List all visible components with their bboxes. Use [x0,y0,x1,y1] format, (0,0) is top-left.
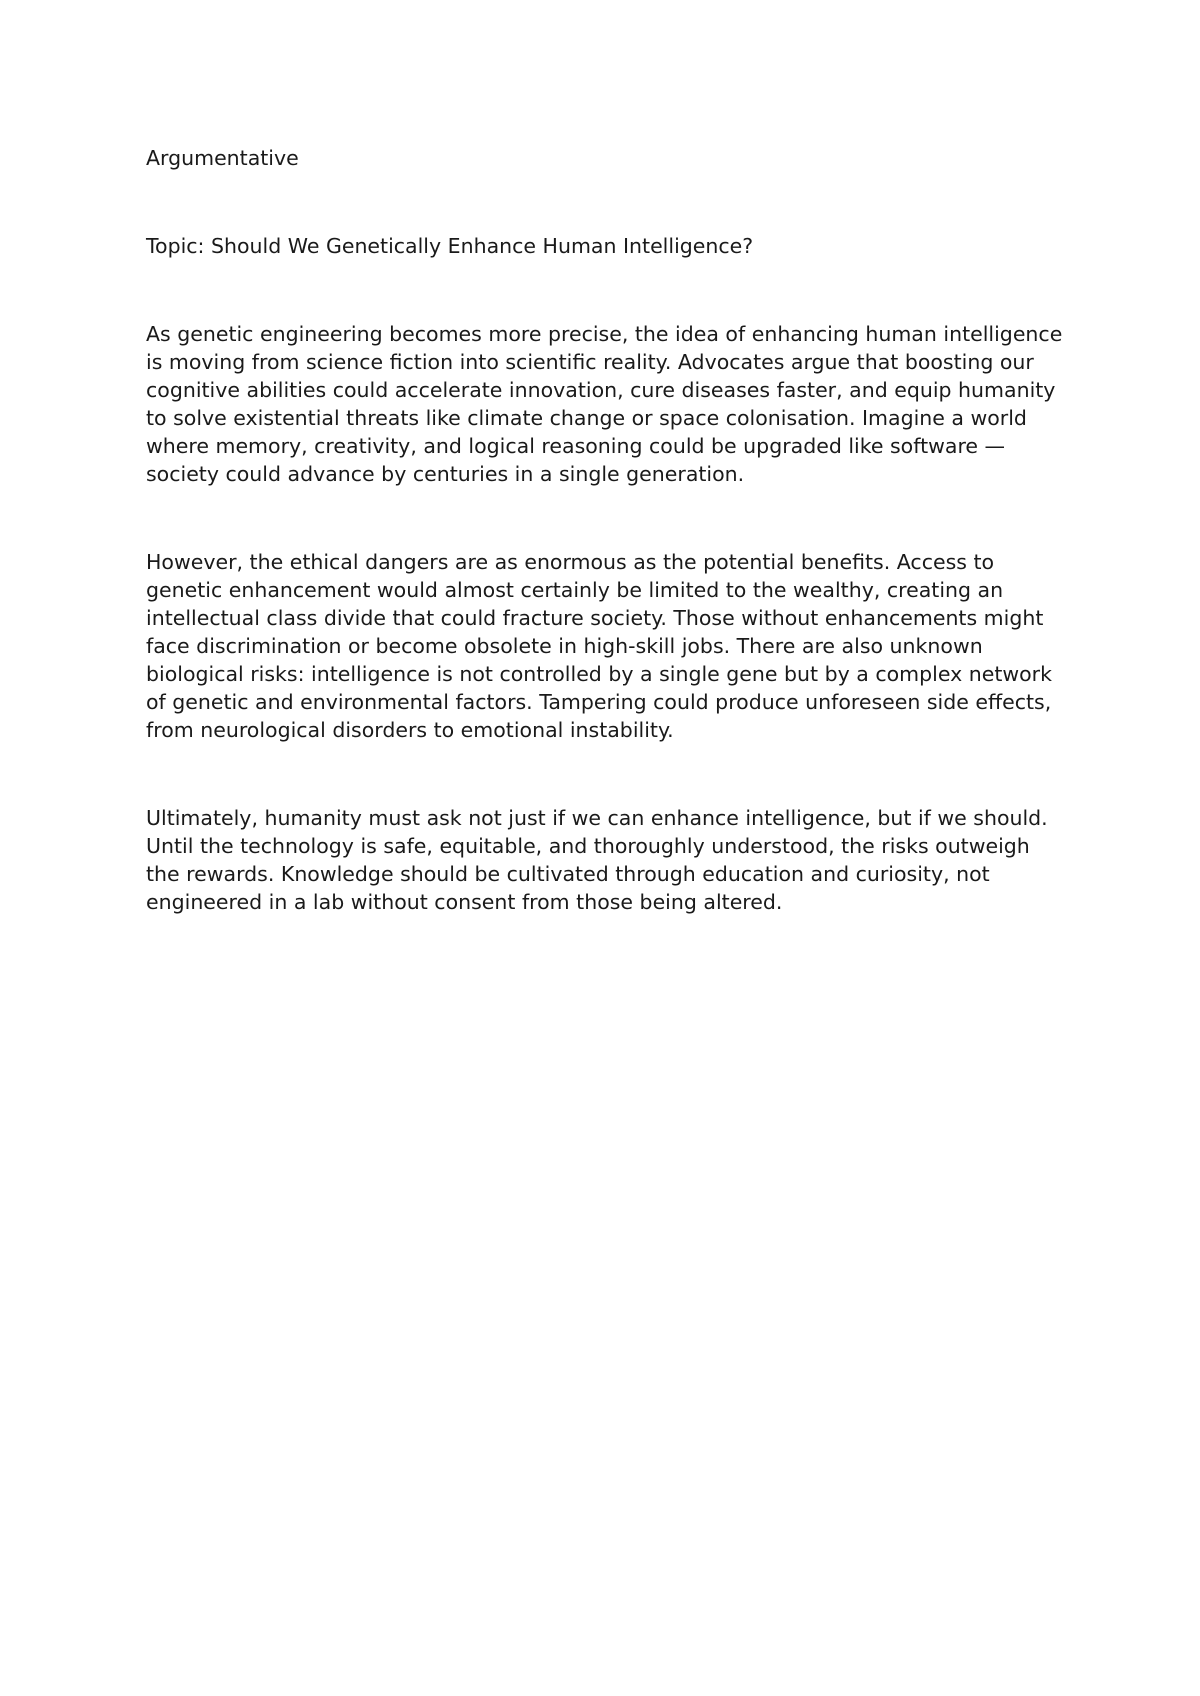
paragraph-ethical-dangers: However, the ethical dangers are as enormous as the potential benefits. Access to genetic enhancement would almost certainly be limited to the wealthy, creating an intellectual class divide that could fracture society. Those without enhancements might face discrimination or become obsolete in high-skill jobs. There are also unknown biological risks: intelligence is not controlled by a single gene but by a complex network of genetic and environmental factors. Tampering could produce unforeseen side effects, from neurological disorders to emotional instability. [146,550,1052,742]
paragraph-introduction: As genetic engineering becomes more precise, the idea of enhancing human intelligence is moving from science fiction into scientific reality. Advocates argue that boosting our cognitive abilities could accelerate innovation, cure diseases faster, and equip humanity to solve existential threats like climate change or space colonisation. Imagine a world where memory, creativity, and logical reasoning could be upgraded like software — society could advance by centuries in a single generation. [146,322,1063,486]
document-type-label: Argumentative [146,146,299,170]
paragraph-conclusion: Ultimately, humanity must ask not just if we can enhance intelligence, but if we should. Until the technology is safe, equitable, and thoroughly understood, the risks outweigh the rewards. Knowledge should be cultivated through education and curiosity, not engineered in a lab without consent from those being altered. [146,806,1048,914]
document-body [146,144,1064,916]
document-topic: Topic: Should We Genetically Enhance Human Intelligence? [146,234,754,258]
